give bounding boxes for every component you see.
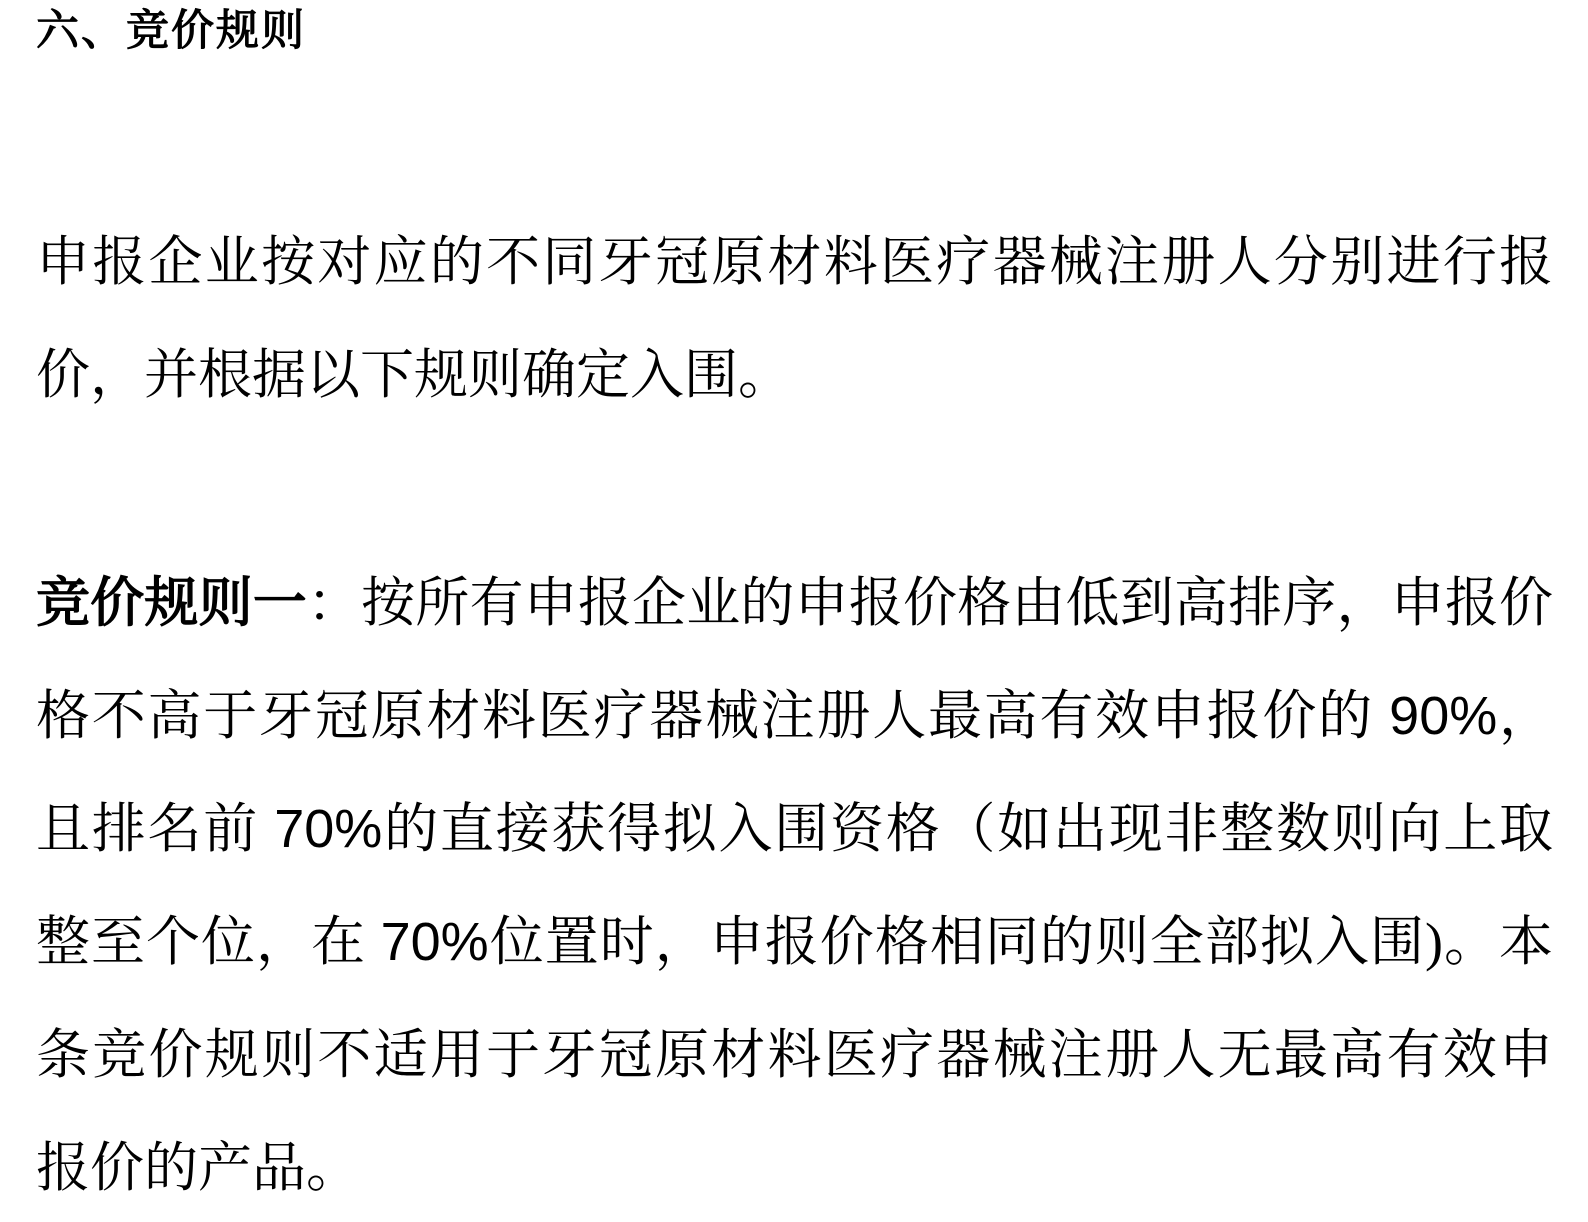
text-segment: 且排名前 [36,799,275,859]
paragraph-rule-one [36,547,1553,1222]
text-line [36,547,1553,660]
text-line [36,999,1553,1112]
paragraph-intro [36,206,1553,432]
text-segment-bold: 竞价规则一 [36,573,307,633]
text-line [36,319,1553,432]
text-segment: 的直接获得拟入围资格（如出现非整数则向上取 [382,799,1553,859]
text-segment-number: 70% [274,799,383,859]
text-segment: 整至个位，在 [36,912,381,972]
text-line [36,773,1553,886]
text-segment: 位置时，申报价格相同的则全部拟入围)。本 [488,912,1553,972]
text-segment: 价，并根据以下规则确定入围。 [36,345,792,405]
document-body [36,206,1553,1222]
text-line [36,1112,1553,1222]
text-line [36,206,1553,319]
text-segment: 条竞价规则不适用于牙冠原材料医疗器械注册人无最高有效申 [36,1025,1553,1085]
text-line [36,660,1553,773]
text-segment-number: 90% [1389,686,1498,746]
text-segment: 申报企业按对应的不同牙冠原材料医疗器械注册人分别进行报 [36,232,1553,292]
text-segment: 报价的产品。 [36,1138,360,1198]
text-segment: ：按所有申报企业的申报价格由低到高排序，申报价 [306,573,1553,633]
text-line [36,886,1553,999]
section-heading: 六、竞价规则 [36,8,306,55]
text-segment-number: 70% [380,912,489,972]
text-segment: 格不高于牙冠原材料医疗器械注册人最高有效申报价的 [36,686,1390,746]
text-segment: ， [1497,686,1553,746]
